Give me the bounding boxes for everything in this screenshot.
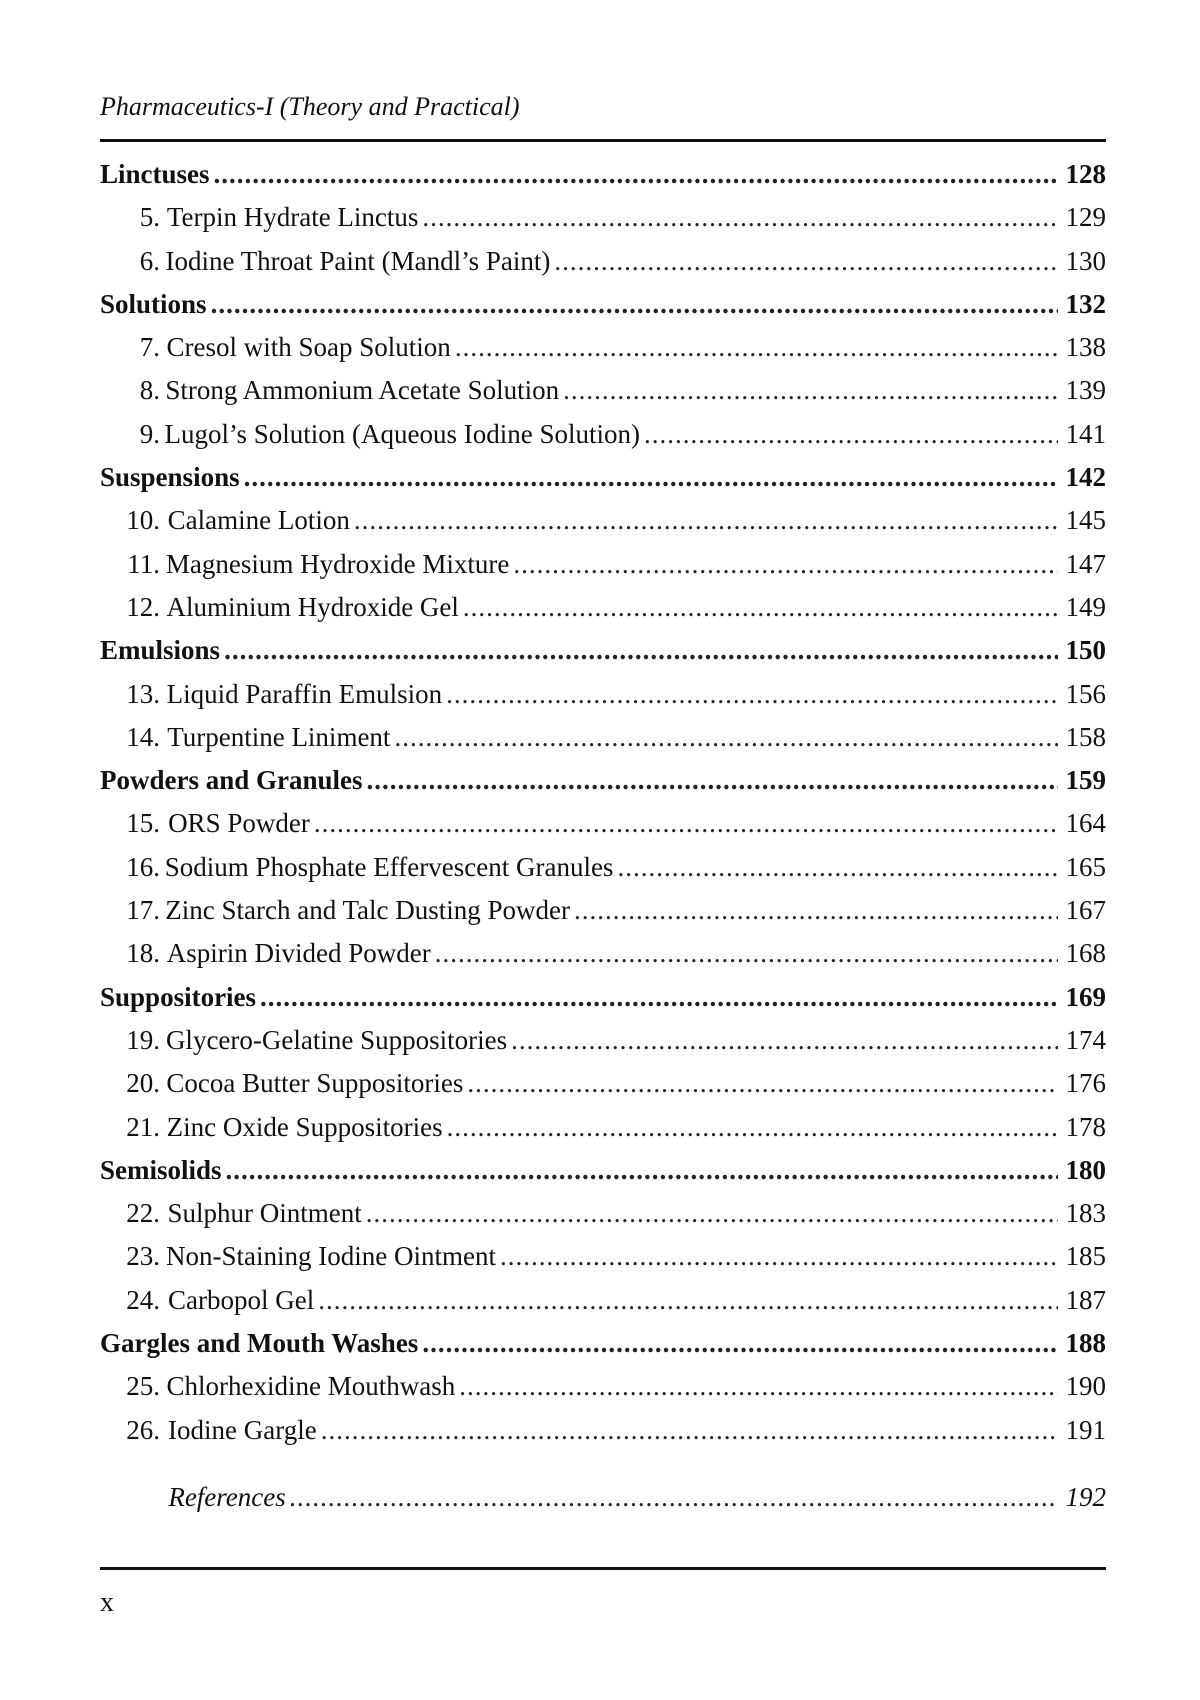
toc-page-number: 191 — [1065, 1414, 1106, 1445]
dot-leader — [394, 716, 1058, 759]
toc-item-title: Cocoa Butter Suppositories — [166, 1068, 464, 1099]
dot-leader — [354, 499, 1058, 542]
toc-item-number: 12. — [126, 591, 160, 622]
toc-item-title: Liquid Paraffin Emulsion — [166, 678, 443, 709]
dot-leader — [318, 1279, 1058, 1322]
toc-item-title: Turpentine Liniment — [167, 721, 391, 752]
toc-page-number: 167 — [1065, 895, 1106, 926]
dot-leader — [435, 932, 1058, 975]
toc-item-row — [100, 1235, 1106, 1278]
toc-page-number: 190 — [1065, 1371, 1106, 1402]
toc-item-title: Zinc Starch and Talc Dusting Powder — [165, 895, 571, 926]
dot-leader — [314, 802, 1058, 845]
toc-item-number: 5. — [139, 202, 160, 233]
toc-page-number: 150 — [1065, 635, 1106, 666]
toc-item-row — [100, 932, 1106, 975]
toc-item-title: Aspirin Divided Powder — [166, 938, 431, 969]
toc-page-number: 192 — [1065, 1481, 1106, 1512]
toc-item-title: Iodine Gargle — [168, 1414, 317, 1445]
dot-leader — [367, 759, 1058, 802]
toc-page-number: 130 — [1065, 245, 1106, 276]
toc-item-row — [100, 1019, 1106, 1062]
toc-item-number: 24. — [126, 1284, 160, 1315]
toc-page-number: 138 — [1065, 332, 1106, 363]
dot-leader — [226, 1149, 1058, 1192]
toc-item-title: ORS Powder — [168, 808, 310, 839]
toc-page-number: 176 — [1065, 1068, 1106, 1099]
toc-page-number: 159 — [1065, 765, 1106, 796]
dot-leader — [321, 1409, 1058, 1452]
toc-section-title: Gargles and Mouth Washes — [100, 1328, 419, 1359]
toc-section-row — [100, 629, 1106, 672]
toc-section-title: Emulsions — [100, 635, 221, 666]
toc-item-number: 7. — [139, 332, 160, 363]
toc-item-title: Glycero-Gelatine Suppositories — [165, 1024, 508, 1055]
header-rule — [100, 139, 1106, 142]
toc-section-row — [100, 456, 1106, 499]
toc-item-row — [100, 1365, 1106, 1408]
dot-leader — [446, 673, 1058, 716]
dot-leader — [574, 889, 1058, 932]
toc-page-number: 141 — [1065, 418, 1106, 449]
toc-item-number: 10. — [126, 505, 160, 536]
toc-item-number: 23. — [126, 1241, 160, 1272]
dot-leader — [459, 1365, 1058, 1408]
toc-item-number: 22. — [126, 1198, 160, 1229]
dot-leader — [244, 456, 1058, 499]
toc-item-title: Zinc Oxide Suppositories — [166, 1111, 443, 1142]
toc-references-row — [100, 1476, 1106, 1519]
table-of-contents — [100, 153, 1106, 1519]
toc-page-number: 180 — [1065, 1154, 1106, 1185]
toc-page-number: 185 — [1065, 1241, 1106, 1272]
toc-item-title: Sodium Phosphate Effervescent Granules — [164, 851, 614, 882]
page-folio: x — [100, 1587, 114, 1618]
toc-section-title: Suspensions — [100, 462, 240, 493]
toc-item-number: 26. — [126, 1414, 160, 1445]
toc-item-title: Aluminium Hydroxide Gel — [166, 591, 459, 622]
dot-leader — [554, 240, 1058, 283]
toc-item-title: Iodine Throat Paint (Mandl’s Paint) — [165, 245, 551, 276]
toc-item-title: References — [168, 1481, 286, 1512]
toc-page-number: 187 — [1065, 1284, 1106, 1315]
toc-item-row — [100, 369, 1106, 412]
toc-item-row — [100, 499, 1106, 542]
dot-leader — [290, 1476, 1058, 1519]
toc-item-title: Sulphur Ointment — [167, 1198, 362, 1229]
toc-section-title: Suppositories — [100, 981, 257, 1012]
toc-page-number: 174 — [1065, 1024, 1106, 1055]
toc-item-title: Chlorhexidine Mouthwash — [166, 1371, 456, 1402]
toc-section-row — [100, 153, 1106, 196]
toc-item-row — [100, 1062, 1106, 1105]
toc-item-number: 20. — [126, 1068, 160, 1099]
toc-page-number: 142 — [1065, 462, 1106, 493]
dot-leader — [260, 976, 1058, 1019]
dot-leader — [366, 1192, 1058, 1235]
toc-section-title: Linctuses — [100, 159, 210, 189]
toc-item-title: Magnesium Hydroxide Mixture — [165, 548, 510, 579]
dot-leader — [500, 1235, 1058, 1278]
toc-item-number: 13. — [126, 678, 160, 709]
toc-item-number: 25. — [126, 1371, 160, 1402]
toc-item-row — [100, 240, 1106, 283]
toc-item-row — [100, 586, 1106, 629]
toc-section-row — [100, 976, 1106, 1019]
toc-section-row — [100, 283, 1106, 326]
dot-leader — [467, 1062, 1058, 1105]
toc-page-number: 156 — [1065, 678, 1106, 709]
toc-item-title: Carbopol Gel — [168, 1284, 315, 1315]
toc-item-row — [100, 196, 1106, 239]
toc-item-row — [100, 1106, 1106, 1149]
toc-item-row — [100, 1409, 1106, 1452]
toc-item-row — [100, 716, 1106, 759]
running-head: Pharmaceutics-I (Theory and Practical) — [100, 92, 520, 121]
toc-page-number: 128 — [1065, 159, 1106, 189]
toc-item-number: 19. — [126, 1024, 160, 1055]
dot-leader — [211, 283, 1058, 326]
toc-item-title: Strong Ammonium Acetate Solution — [165, 375, 560, 406]
toc-item-number: 9. — [139, 418, 160, 449]
toc-item-row — [100, 326, 1106, 369]
toc-item-title: Non-Staining Iodine Ointment — [166, 1241, 497, 1272]
toc-section-row — [100, 759, 1106, 802]
dot-leader — [455, 326, 1058, 369]
dot-leader — [422, 1322, 1058, 1365]
toc-page-number: 188 — [1065, 1328, 1106, 1359]
toc-section-row — [100, 1322, 1106, 1365]
dot-leader — [214, 153, 1058, 196]
toc-page-number: 158 — [1065, 721, 1106, 752]
dot-leader — [511, 1019, 1058, 1062]
toc-page-number: 145 — [1065, 505, 1106, 536]
toc-item-row — [100, 846, 1106, 889]
toc-section-title: Semisolids — [100, 1154, 222, 1185]
toc-item-row — [100, 889, 1106, 932]
toc-item-row — [100, 413, 1106, 456]
toc-page-number: 183 — [1065, 1198, 1106, 1229]
dot-leader — [447, 1106, 1058, 1149]
dot-leader — [224, 629, 1058, 672]
toc-section-title: Solutions — [100, 288, 207, 319]
toc-item-title: Cresol with Soap Solution — [166, 332, 451, 363]
dot-leader — [617, 846, 1058, 889]
toc-item-number: 18. — [126, 938, 160, 969]
toc-page-number: 147 — [1065, 548, 1106, 579]
footer-rule — [100, 1567, 1106, 1570]
dot-leader — [463, 586, 1058, 629]
toc-page-number: 129 — [1065, 202, 1106, 233]
toc-page-number: 132 — [1065, 288, 1106, 319]
toc-item-row — [100, 673, 1106, 716]
toc-page-number: 149 — [1065, 591, 1106, 622]
toc-item-number: 16. — [126, 851, 160, 882]
toc-item-row — [100, 1192, 1106, 1235]
toc-item-title: Terpin Hydrate Linctus — [166, 202, 419, 233]
toc-item-row — [100, 1279, 1106, 1322]
toc-item-number: 6. — [139, 245, 160, 276]
toc-item-number: 14. — [126, 721, 160, 752]
toc-page-number: 169 — [1065, 981, 1106, 1012]
toc-page-number: 178 — [1065, 1111, 1106, 1142]
dot-leader — [422, 196, 1058, 239]
toc-page-number: 139 — [1065, 375, 1106, 406]
toc-item-title: Lugol’s Solution (Aqueous Iodine Solution) — [164, 418, 640, 449]
toc-item-number: 21. — [126, 1111, 160, 1142]
toc-item-number: 11. — [127, 548, 160, 579]
toc-item-title: Calamine Lotion — [167, 505, 350, 536]
dot-leader — [644, 413, 1058, 456]
toc-item-row — [100, 802, 1106, 845]
toc-item-number: 17. — [126, 895, 160, 926]
toc-page-number: 165 — [1065, 851, 1106, 882]
toc-section-title: Powders and Granules — [100, 765, 363, 796]
dot-leader — [513, 543, 1058, 586]
toc-item-number: 8. — [139, 375, 160, 406]
toc-page-number: 168 — [1065, 938, 1106, 969]
toc-section-row — [100, 1149, 1106, 1192]
toc-item-number: 15. — [126, 808, 160, 839]
toc-page-number: 164 — [1065, 808, 1106, 839]
toc-item-row — [100, 543, 1106, 586]
dot-leader — [563, 369, 1058, 412]
